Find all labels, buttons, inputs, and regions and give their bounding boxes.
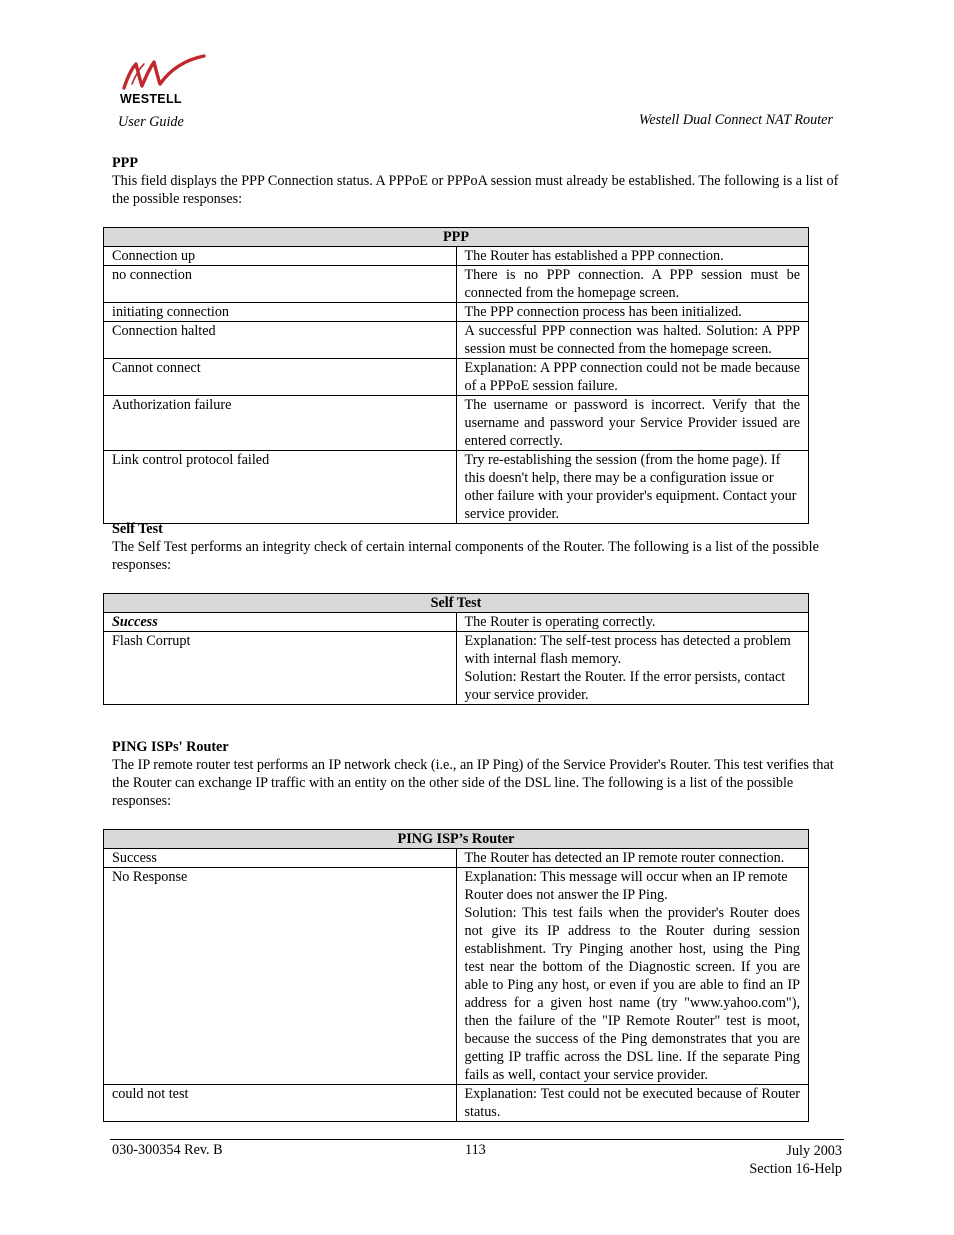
description-cell: A successful PPP connection was halted. Solution: A PPP session must be connected from the homepage screen. bbox=[456, 322, 809, 359]
description-cell: The Router has detected an IP remote router connection. bbox=[456, 849, 809, 868]
table-row bbox=[104, 868, 809, 1085]
solution-text: Solution: Restart the Router. If the error persists, contact your service provider. bbox=[464, 669, 786, 703]
self-test-heading: Self Test bbox=[112, 521, 163, 537]
footer-section: Section 16-Help bbox=[749, 1161, 842, 1177]
ppp-table bbox=[103, 227, 809, 524]
westell-logo-icon bbox=[118, 54, 210, 94]
self-test-section bbox=[112, 520, 842, 574]
ping-table-title: PING ISP’s Router bbox=[104, 830, 809, 849]
footer-doc-number: 030-300354 Rev. B bbox=[112, 1142, 223, 1158]
solution-text: Solution: This test fails when the provider's Router does not give its IP address to the Router during session establishment. Try Pinging another host, using the Ping test near the bottom of the Diagnostic screen. If you are able to Ping any host, or even if you are able to find an IP address for a given host name (try "www.yahoo.com"), then the failure of the "IP Remote Router" test is moot, because the success of the Ping demonstrates that you are getting IP traffic across the DSL line. If the separate Ping fails as well, contact your service provider. bbox=[464, 905, 800, 1083]
status-cell: Success bbox=[104, 849, 457, 868]
description-cell: Explanation: Test could not be executed because of Router status. bbox=[456, 1085, 809, 1122]
description-cell bbox=[456, 868, 809, 1085]
description-cell: Explanation: A PPP connection could not be made because of a PPPoE session failure. bbox=[456, 359, 809, 396]
description-cell: The Router has established a PPP connection. bbox=[456, 247, 809, 266]
ping-intro: The IP remote router test performs an IP network check (i.e., an IP Ping) of the Service Provider's Router. This test verifies that the Router can exchange IP traffic with an entity on the other side of the DSL line. The following is a list of the possible responses: bbox=[112, 757, 834, 809]
table-row bbox=[104, 396, 809, 451]
ppp-table-title: PPP bbox=[104, 228, 809, 247]
footer-page-number: 113 bbox=[465, 1142, 486, 1158]
ping-heading: PING ISPs' Router bbox=[112, 739, 229, 755]
brand-name: WESTELL bbox=[120, 92, 182, 106]
status-cell: initiating connection bbox=[104, 303, 457, 322]
description-cell: The Router is operating correctly. bbox=[456, 613, 809, 632]
westell-logo bbox=[118, 54, 210, 108]
footer-right bbox=[749, 1142, 842, 1178]
table-row bbox=[104, 632, 809, 705]
status-cell: Link control protocol failed bbox=[104, 451, 457, 524]
status-cell: Flash Corrupt bbox=[104, 632, 457, 705]
table-row bbox=[104, 359, 809, 396]
description-cell: The PPP connection process has been initialized. bbox=[456, 303, 809, 322]
description-cell: The username or password is incorrect. Verify that the username and password your Service Provider issued are entered correctly. bbox=[456, 396, 809, 451]
status-cell: Connection up bbox=[104, 247, 457, 266]
footer-date: July 2003 bbox=[786, 1143, 842, 1159]
status-cell: No Response bbox=[104, 868, 457, 1085]
table-row bbox=[104, 451, 809, 524]
explanation-text: Explanation: This message will occur when an IP remote Router does not answer the IP Ping. bbox=[464, 869, 788, 903]
ping-section bbox=[112, 738, 842, 810]
status-cell: could not test bbox=[104, 1085, 457, 1122]
description-cell: There is no PPP connection. A PPP session must be connected from the homepage screen. bbox=[456, 266, 809, 303]
status-cell: Authorization failure bbox=[104, 396, 457, 451]
description-cell bbox=[456, 632, 809, 705]
ppp-heading: PPP bbox=[112, 155, 138, 171]
self-test-intro: The Self Test performs an integrity check of certain internal components of the Router. The following is a list of the possible responses: bbox=[112, 539, 819, 573]
self-test-table-title: Self Test bbox=[104, 594, 809, 613]
table-row bbox=[104, 849, 809, 868]
table-row bbox=[104, 303, 809, 322]
table-row bbox=[104, 322, 809, 359]
explanation-text: Explanation: The self-test process has detected a problem with internal flash memory. bbox=[464, 633, 791, 667]
table-row bbox=[104, 613, 809, 632]
status-cell: Connection halted bbox=[104, 322, 457, 359]
footer-divider bbox=[110, 1139, 844, 1140]
table-row bbox=[104, 266, 809, 303]
status-cell: Success bbox=[104, 613, 457, 632]
status-cell: Cannot connect bbox=[104, 359, 457, 396]
ppp-section bbox=[112, 154, 842, 208]
header-right-title: Westell Dual Connect NAT Router bbox=[638, 112, 833, 128]
status-cell: no connection bbox=[104, 266, 457, 303]
table-row bbox=[104, 247, 809, 266]
table-row bbox=[104, 1085, 809, 1122]
description-cell: Try re-establishing the session (from the home page). If this doesn't help, there may be a configuration issue or other failure with your provider's equipment. Contact your service provider. bbox=[456, 451, 809, 524]
self-test-table bbox=[103, 593, 809, 705]
ppp-intro: This field displays the PPP Connection status. A PPPoE or PPPoA session must already be established. The following is a list of the possible responses: bbox=[112, 173, 839, 207]
ping-table bbox=[103, 829, 809, 1122]
header-left-title: User Guide bbox=[118, 114, 184, 130]
